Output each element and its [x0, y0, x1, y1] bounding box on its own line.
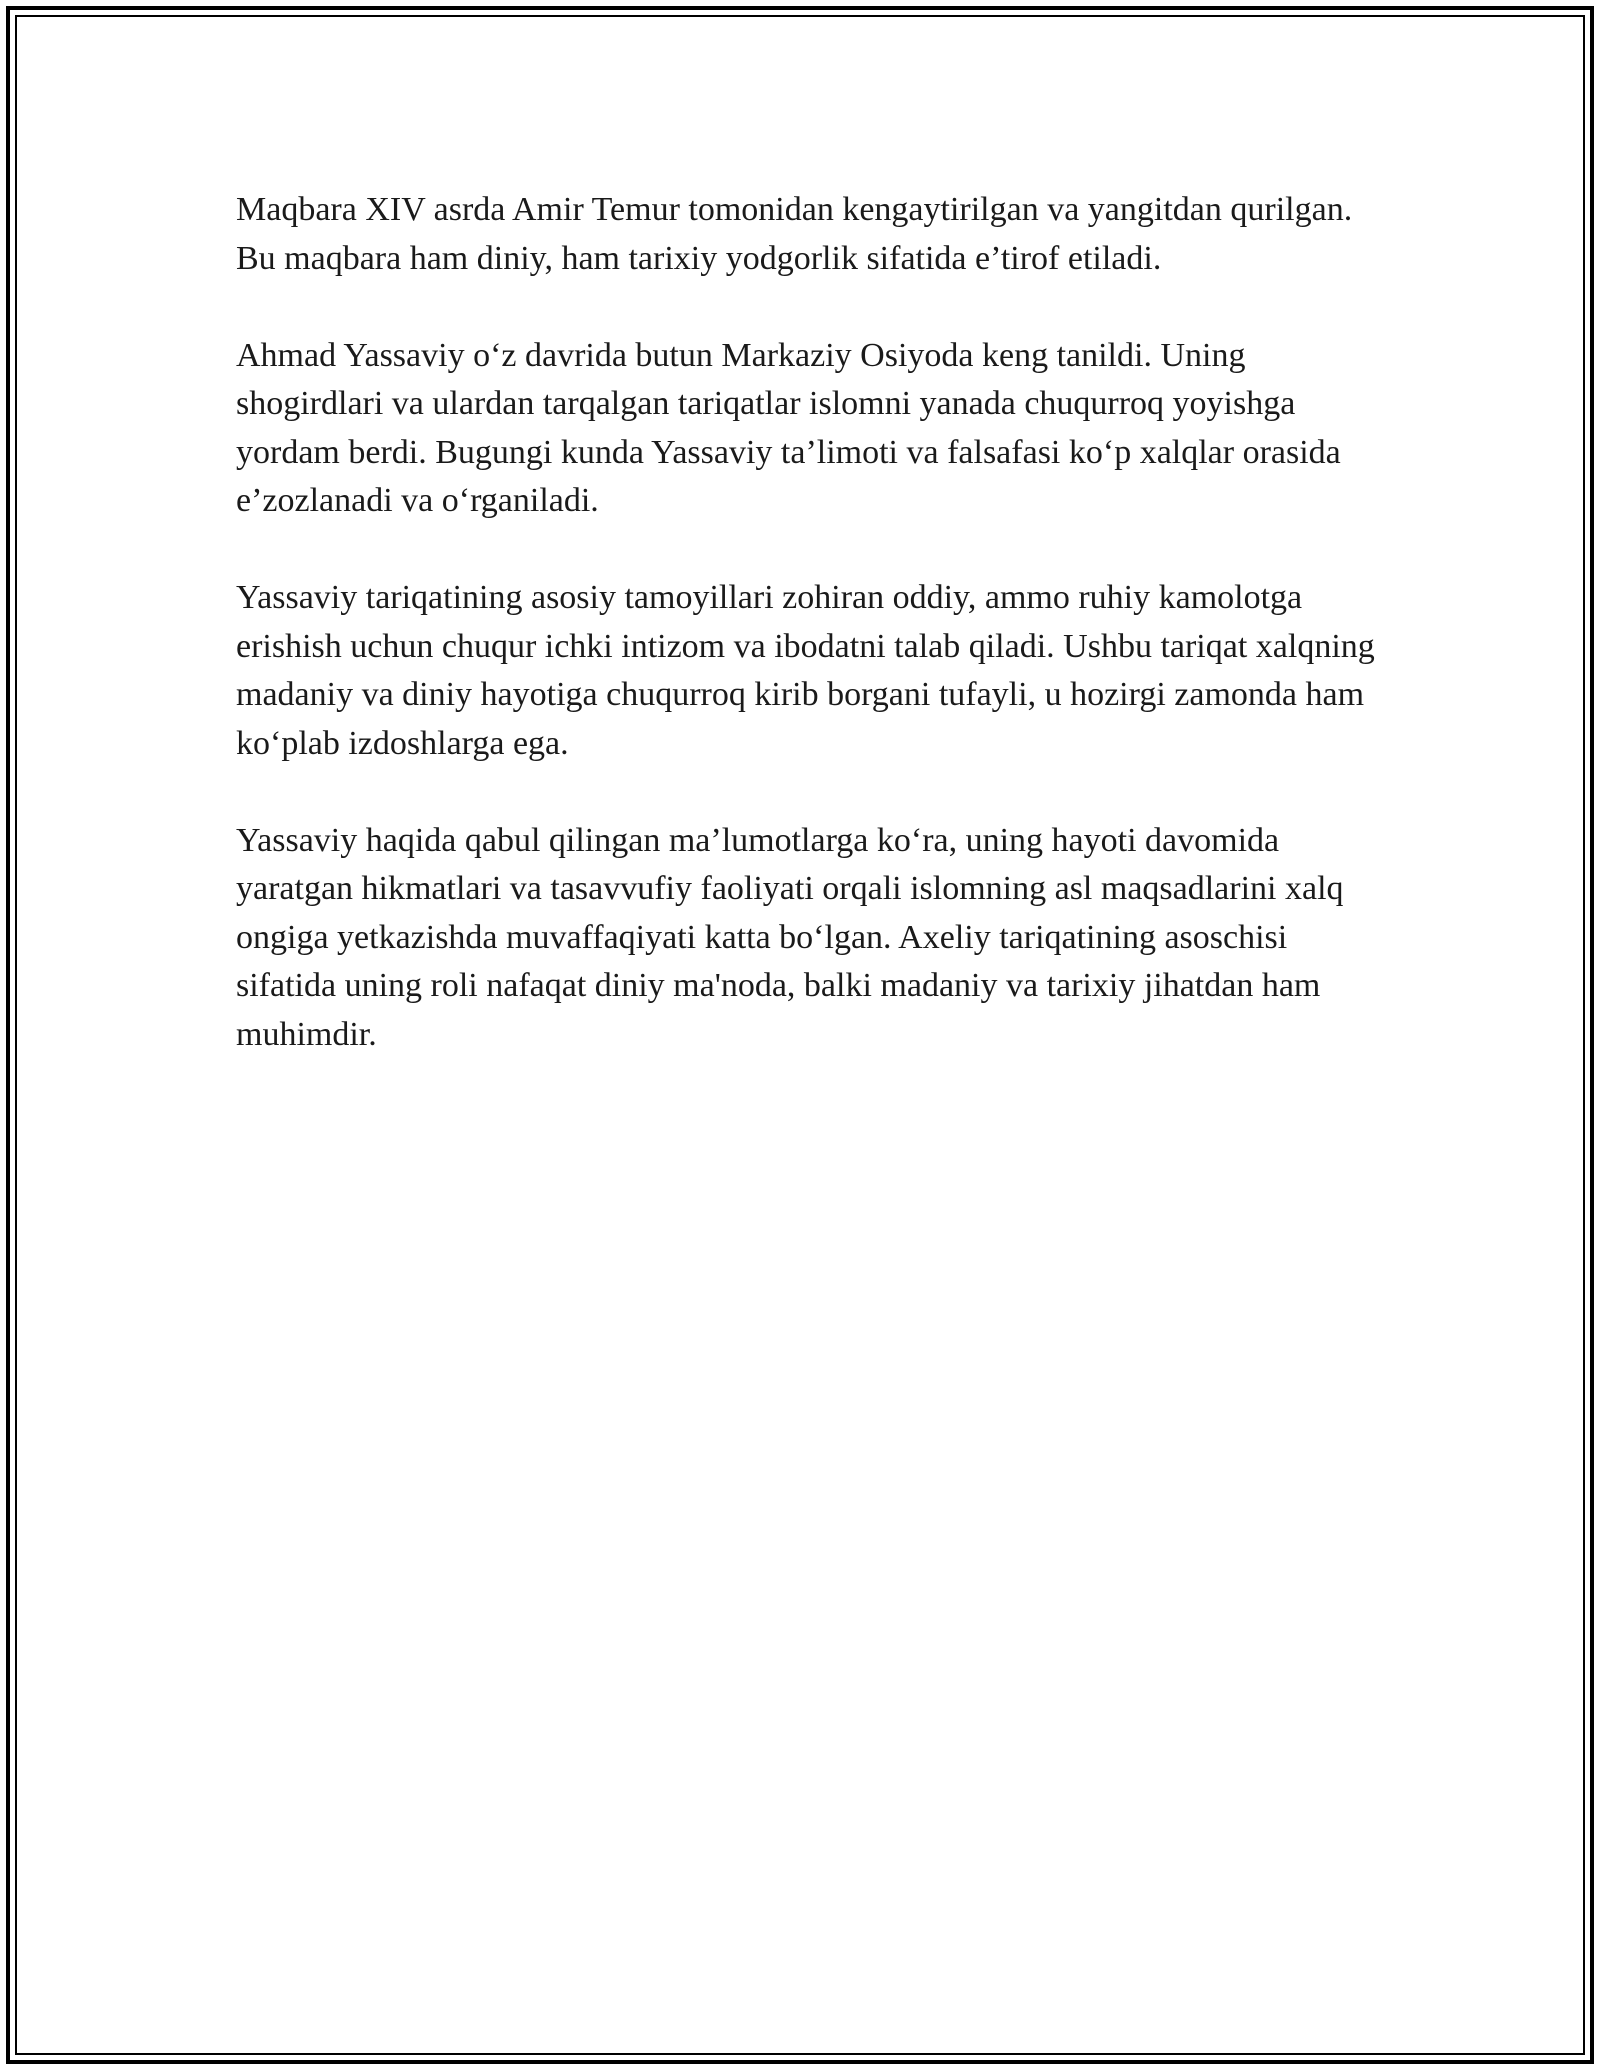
paragraph: Maqbara XIV asrda Amir Temur tomonidan kengaytirilgan va yangitdan qurilgan. Bu maqbara ham diniy, ham tarixiy yodgorlik sifatida e’tirof etiladi. [236, 191, 1353, 277]
paragraph: Yassaviy tariqatining asosiy tamoyillari zohiran oddiy, ammo ruhiy kamolotga erishish uchun chuqur ichki intizom va ibodatni talab qiladi. Ushbu tariqat xalqning madaniy va diniy hayotiga chuqurroq kirib borgani tufayli, u hozirgi zamonda ham ko‘plab izdoshlarga ega. [236, 579, 1375, 762]
document-body [236, 186, 1386, 1108]
paragraph: Yassaviy haqida qabul qilingan ma’lumotlarga ko‘ra, uning hayoti davomida yaratgan hikmatlari va tasavvufiy faoliyati orqali islomning asl maqsadlarini xalq ongiga yetkazishda muvaffaqiyati katta bo‘lgan. Axeliy tariqatining asoschisi sifatida uning roli nafaqat diniy ma'noda, balki madaniy va tarixiy jihatdan ham muhimdir. [236, 821, 1344, 1053]
paragraph: Ahmad Yassaviy o‘z davrida butun Markaziy Osiyoda keng tanildi. Uning shogirdlari va ulardan tarqalgan tariqatlar islomni yanada chuqurroq yoyishga yordam berdi. Bugungi kunda Yassaviy ta’limoti va falsafasi ko‘p xalqlar orasida e’zozlanadi va o‘rganiladi. [236, 336, 1341, 519]
